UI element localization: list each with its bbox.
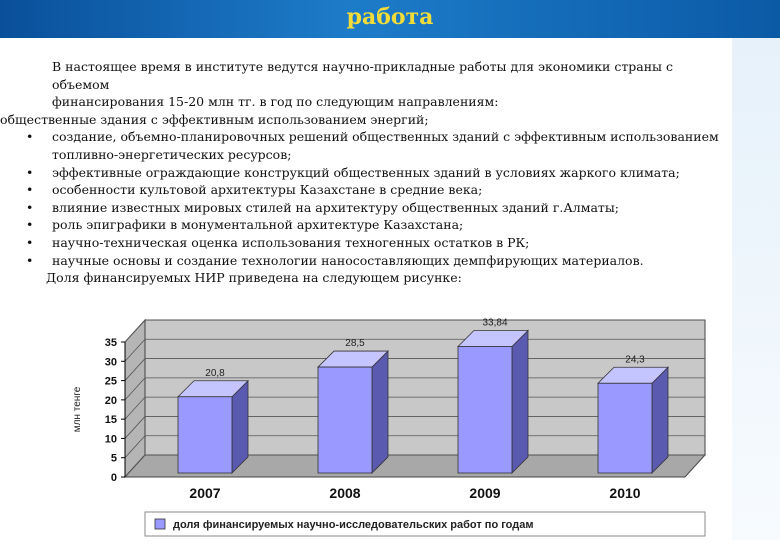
list-item	[0, 234, 732, 252]
list-item-text: особенности культовой архитектуры Казахстане в средние века;	[52, 182, 483, 198]
list-item	[0, 164, 732, 182]
data-label: 33,84	[482, 317, 508, 329]
bullet-icon: •	[26, 252, 34, 268]
y-tick-label: 35	[104, 337, 117, 349]
page-title: работа	[346, 4, 434, 30]
bar-chart-svg	[60, 270, 740, 540]
y-tick-label: 25	[104, 375, 117, 388]
bullet-icon: •	[26, 199, 34, 215]
legend-swatch	[155, 519, 165, 529]
directions-list	[0, 128, 732, 269]
funding-chart	[60, 270, 740, 540]
y-axis-label: млн тенге	[72, 386, 83, 433]
list-item-text: научные основы и создание технологии наносоставляющих демпфирующих материалов.	[52, 252, 644, 268]
data-label: 24,3	[625, 354, 645, 366]
x-tick-label: 2008	[329, 485, 361, 501]
bar	[318, 367, 372, 473]
x-tick-label: 2007	[189, 485, 221, 501]
intro-line-3: общественные здания с эффективным использованием энергий;	[0, 111, 429, 127]
list-item-text: топливно-энергетических ресурсов;	[52, 146, 292, 162]
list-item-text: создание, объемно-планировочных решений общественных зданий с эффективным использованием	[52, 129, 719, 145]
intro-line-2: финансирования 15-20 млн тг. в год по следующим направлениям:	[52, 94, 499, 110]
list-item	[0, 199, 732, 217]
data-label: 28,5	[345, 338, 365, 350]
bullet-icon: •	[26, 182, 34, 198]
bullet-icon: •	[26, 217, 34, 233]
bar-side	[372, 351, 388, 473]
y-tick-label: 15	[104, 414, 117, 427]
closing-line: Доля финансируемых НИР приведена на следующем рисунке:	[46, 270, 462, 286]
list-item-text: влияние известных мировых стилей на архитектуру общественных зданий г.Алматы;	[52, 199, 619, 215]
x-tick-label: 2010	[609, 485, 641, 501]
y-tick-label: 20	[104, 394, 117, 407]
list-item-text: эффективные ограждающие конструкций общественных зданий в условиях жаркого климата;	[52, 164, 680, 180]
list-item	[0, 128, 732, 163]
bar	[458, 346, 512, 473]
intro-line-1: В настоящее время в институте ведутся научно-прикладные работы для экономики страны с объемом	[52, 59, 673, 92]
bar	[598, 383, 652, 473]
y-tick-label: 0	[110, 472, 117, 484]
y-tick-label: 5	[110, 452, 117, 465]
bullet-icon: •	[26, 164, 34, 180]
data-label: 20,8	[205, 367, 225, 379]
bullet-icon: •	[26, 129, 34, 145]
list-item	[0, 252, 732, 270]
list-item-text: роль эпиграфики в монументальной архитектуре Казахстана;	[52, 217, 464, 233]
list-item-text: научно-техническая оценка использования техногенных остатков в РК;	[52, 234, 530, 250]
bar-side	[512, 330, 528, 473]
legend-label: доля финансируемых научно-исследовательских работ по годам	[173, 519, 534, 531]
y-tick-label: 30	[104, 356, 117, 369]
y-tick-label: 10	[104, 433, 117, 446]
list-item	[0, 181, 732, 199]
body-text	[0, 58, 732, 287]
bar	[178, 397, 232, 473]
bar-side	[652, 367, 668, 473]
side-wall	[125, 320, 145, 477]
bullet-icon: •	[26, 234, 34, 250]
x-tick-label: 2009	[469, 485, 501, 501]
list-item	[0, 216, 732, 234]
